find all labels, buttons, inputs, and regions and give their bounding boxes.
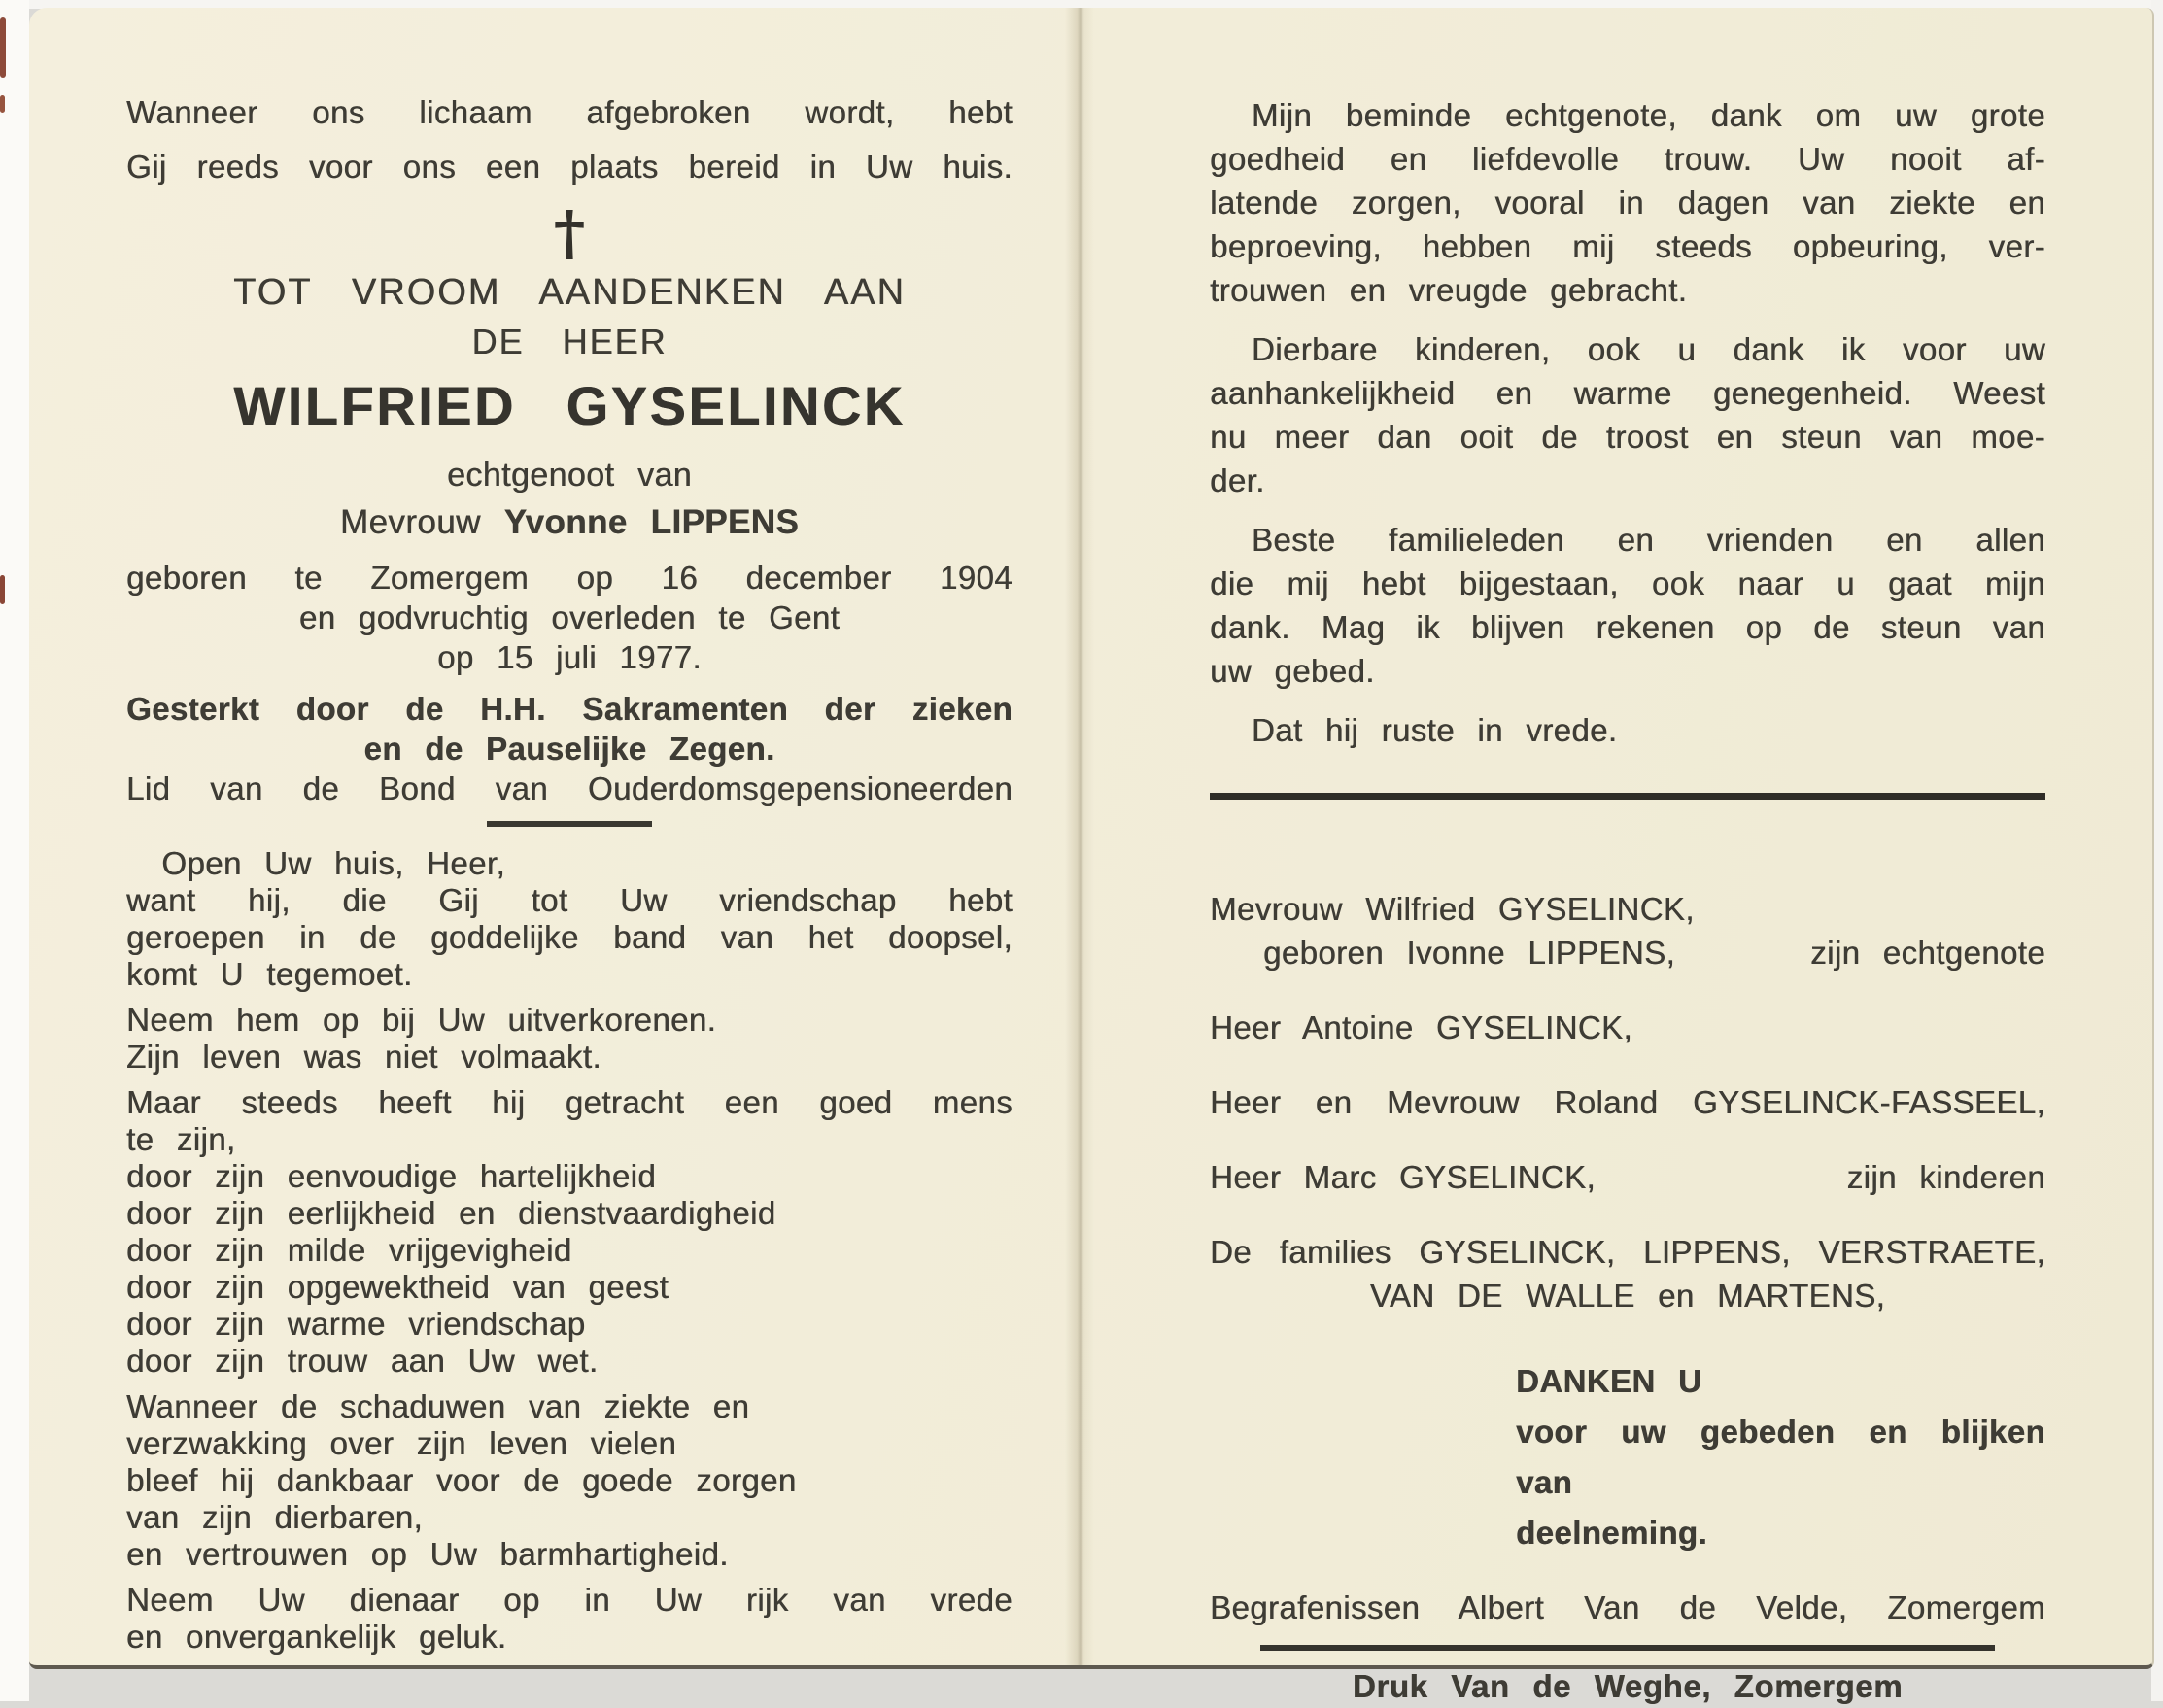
spouse-line (126, 503, 1013, 542)
prayer-line: door zijn milde vrijgevigheid (126, 1232, 572, 1268)
memorial-heading: TOT VROOM AANDENKEN AAN (233, 272, 906, 313)
relation-line: echtgenoot van (447, 457, 692, 494)
left-page (29, 8, 1079, 1665)
sacraments-line: Gesterkt door de H.H. Sakramenten der zieken (126, 691, 1013, 727)
intro-line: Gij reeds voor ons een plaats bereid in Uw huis. (126, 149, 1013, 185)
thanks-line: DANKEN U (1516, 1363, 1702, 1399)
farewell-paragraph-spouse (1210, 93, 2045, 312)
intro-quote (126, 85, 1013, 194)
family-member-line: Heer Antoine GYSELINCK, (1210, 1009, 1632, 1045)
paragraph-line: latende zorgen, vooral in dagen van ziekte en (1210, 185, 2045, 221)
prayer-line: Neem hem op bij Uw uitverkorenen. (126, 1002, 717, 1038)
prayer-line: door zijn opgewektheid van geest (126, 1269, 670, 1305)
spouse-prefix: Mevrouw (339, 503, 481, 541)
membership-line: Lid van de Bond van Ouderdomsgepensioneerden (126, 770, 1013, 806)
funeral-home-line: Begrafenissen Albert Van de Velde, Zomergem (1210, 1589, 2045, 1625)
paragraph-line: die mij hebt bijgestaan, ook naar u gaat mijn (1210, 565, 2045, 601)
paragraph-line: uw gebed. (1210, 653, 1375, 689)
prayer-line: bleef hij dankbaar voor de goede zorgen (126, 1462, 797, 1498)
deceased-name: WILFRIED GYSELINCK (233, 375, 906, 436)
paragraph-line: Dierbare kinderen, ook u dank ik voor uw (1251, 331, 2045, 367)
birth-line: geboren te Zomergem op 16 december 1904 (126, 560, 1013, 596)
scan-artifact-speck (0, 95, 5, 113)
prayer-line: Neem Uw dienaar op in Uw rijk van vrede (126, 1582, 1013, 1618)
intro-line: Wanneer ons lichaam afgebroken wordt, hebt (126, 94, 1013, 130)
surviving-family-list (1210, 887, 2045, 1317)
memorial-card (29, 8, 2154, 1704)
prayer-line: Open Uw huis, Heer, (161, 845, 505, 881)
family-member-line: Heer en Mevrouw Roland GYSELINCK-FASSEEL, (1210, 1084, 2045, 1120)
scan-artifact-speck (0, 575, 5, 604)
scan-artifact-speck (0, 17, 6, 78)
family-surnames-line: VAN DE WALLE en MARTENS, (1369, 1278, 1886, 1314)
prayer-line: en onvergankelijk geluk. (126, 1619, 507, 1655)
paragraph-line: aanhankelijkheid en warme genegenheid. Weest (1210, 375, 2045, 411)
thanks-line: deelneming. (1516, 1515, 1707, 1551)
prayer-line: van zijn dierbaren, (126, 1499, 423, 1535)
farewell-paragraph-children (1210, 327, 2045, 502)
spouse-name: Yvonne LIPPENS (503, 503, 800, 541)
family-surnames-line: De families GYSELINCK, LIPPENS, VERSTRAETE, (1210, 1234, 2045, 1270)
paragraph-line: beproeving, hebben mij steeds opbeuring, ver- (1210, 228, 2045, 264)
section-divider-rule (1210, 793, 2045, 800)
memorial-heading-title: DE HEER (471, 322, 668, 361)
prayer-text (126, 845, 1013, 1656)
paragraph-line: der. (1210, 462, 1265, 498)
paragraph-line: Beste familieleden en vrienden en allen (1251, 522, 2045, 558)
paragraph-line: trouwen en vreugde gebracht. (1210, 272, 1688, 308)
prayer-line: en vertrouwen op Uw barmhartigheid. (126, 1536, 729, 1572)
death-date-line: op 15 juli 1977. (437, 639, 702, 675)
family-member-line (1210, 1155, 2045, 1199)
prayer-line: door zijn trouw aan Uw wet. (126, 1343, 599, 1379)
paragraph-line: dank. Mag ik blijven rekenen op de steun van (1210, 609, 2045, 645)
prayer-line: Maar steeds heeft hij getracht een goed mens (126, 1084, 1013, 1120)
sacraments-line: en de Pauselijke Zegen. (363, 731, 775, 767)
prayer-line: verzwakking over zijn leven vielen (126, 1425, 677, 1461)
cross-icon: † (553, 197, 586, 268)
family-member-line (1210, 931, 2045, 974)
printer-line: Druk Van de Weghe, Zomergem (1352, 1668, 1904, 1704)
family-member-name: Heer Marc GYSELINCK, (1210, 1159, 1596, 1195)
birth-death-block (126, 558, 1013, 677)
scan-background-left (0, 0, 29, 1701)
rest-in-peace-line: Dat hij ruste in vrede. (1251, 712, 1618, 748)
family-member-line: Mevrouw Wilfried GYSELINCK, (1210, 891, 1695, 927)
printer-divider-rule (1260, 1645, 1996, 1651)
prayer-line: door zijn eenvoudige hartelijkheid (126, 1158, 657, 1194)
thanks-line: voor uw gebeden en blijken van (1516, 1414, 2045, 1500)
family-member-name: geboren Ivonne LIPPENS, (1263, 935, 1676, 971)
family-role-label: zijn kinderen (1846, 1159, 2045, 1195)
death-line: en godvruchtig overleden te Gent (298, 599, 841, 635)
family-role-label: zijn echtgenote (1810, 935, 2045, 971)
paragraph-line: nu meer dan ooit de troost en steun van moe- (1210, 419, 2045, 455)
thanks-block (1516, 1356, 2045, 1558)
sacraments-block (126, 689, 1013, 769)
paragraph-line: goedheid en liefdevolle trouw. Uw nooit af- (1210, 141, 2045, 177)
prayer-line: komt U tegemoet. (126, 956, 413, 992)
prayer-line: want hij, die Gij tot Uw vriendschap hebt (126, 882, 1013, 918)
prayer-line: door zijn warme vriendschap (126, 1306, 586, 1342)
prayer-line: Wanneer de schaduwen van ziekte en (126, 1388, 750, 1424)
right-page (1079, 8, 2152, 1704)
prayer-line: geroepen in de goddelijke band van het doopsel, (126, 919, 1013, 955)
prayer-line: door zijn eerlijkheid en dienstvaardigheid (126, 1195, 776, 1231)
paragraph-line: Mijn beminde echtgenote, dank om uw grote (1251, 97, 2045, 133)
farewell-paragraph-family (1210, 518, 2045, 693)
prayer-line: Zijn leven was niet volmaakt. (126, 1039, 601, 1075)
short-divider-rule (487, 821, 652, 827)
prayer-line: te zijn, (126, 1121, 236, 1157)
